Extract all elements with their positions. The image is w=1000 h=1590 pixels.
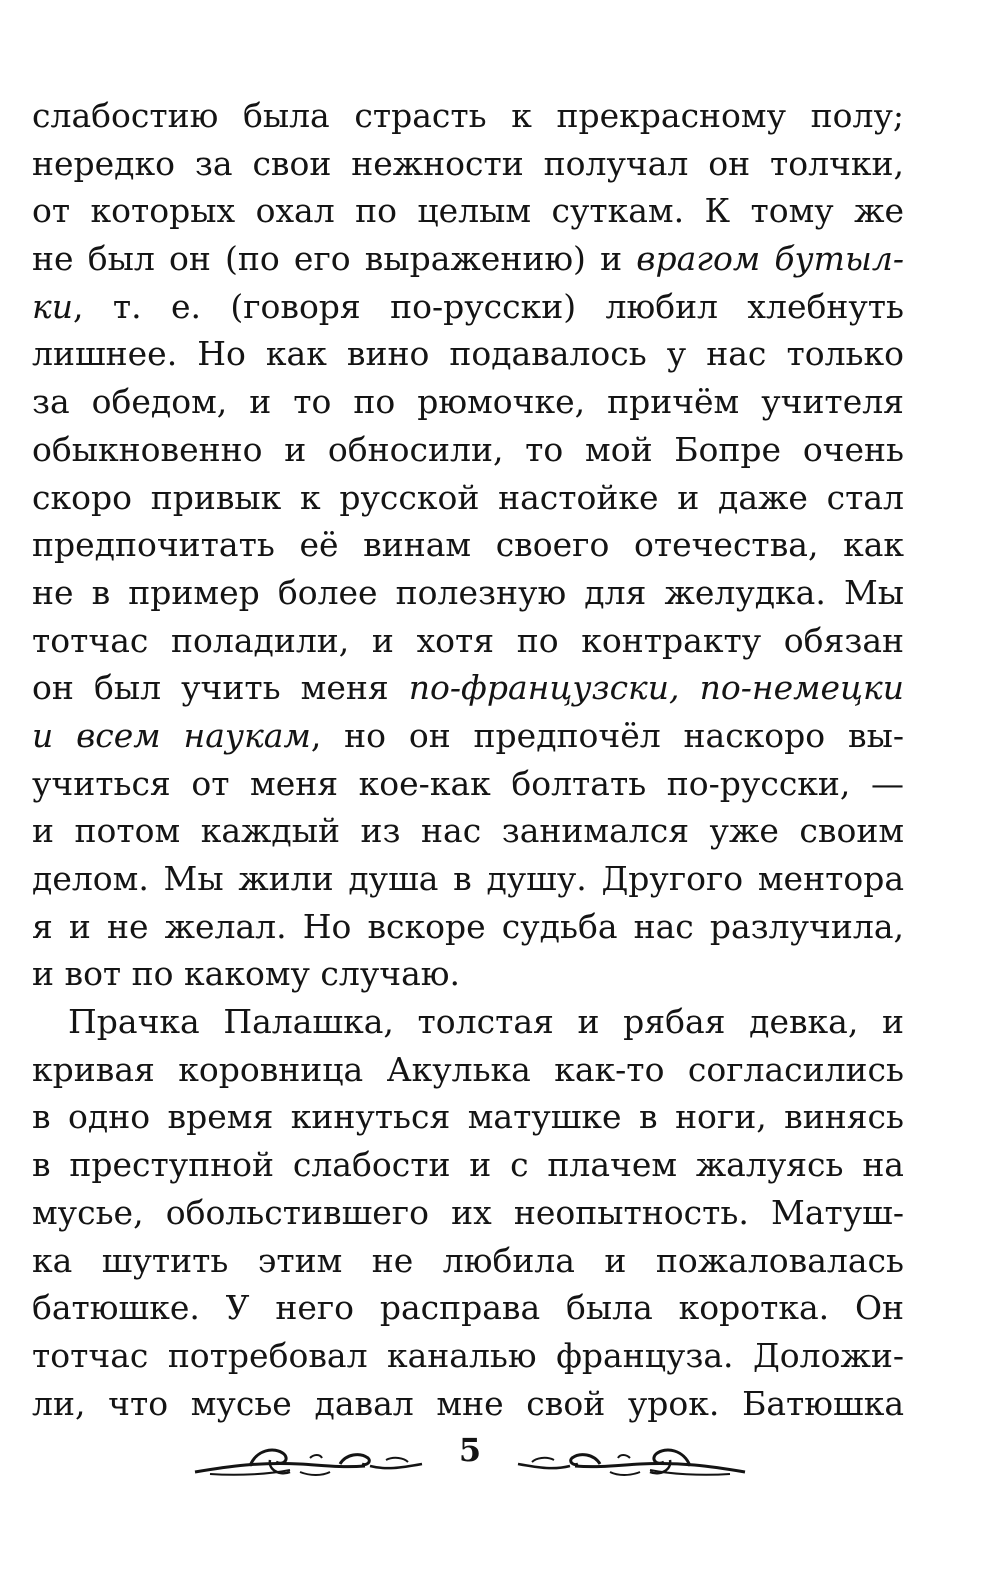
text-line [32, 950, 904, 998]
text-span: не был он (по его выражению) и [32, 239, 637, 279]
text-line [32, 712, 904, 760]
text-line [32, 1093, 904, 1141]
text-line [32, 330, 904, 378]
text-line [32, 1046, 904, 1094]
text-line [32, 1237, 904, 1285]
text-span: и вот по какому случаю. [32, 954, 460, 994]
text-span: от которых охал по целым суткам. К тому же [32, 191, 904, 231]
text-span: Прачка Палашка, толстая и рябая девка, и [68, 1002, 904, 1042]
text-span: скоро привык к русской настойке и даже стал [32, 477, 904, 517]
text-span: я и не желал. Но вскоре судьба нас разлучила, [32, 906, 904, 946]
text-line [32, 378, 904, 426]
text-span: делом. Мы жили душа в душу. Другого ментора [32, 859, 904, 898]
text-line [32, 1332, 904, 1380]
text-span: тотчас поладили, и хотя по контракту обязан [32, 620, 904, 660]
text-line [32, 187, 904, 235]
text-line [32, 569, 904, 617]
text-span: и потом каждый из нас занимался уже своим [32, 811, 904, 851]
text-line [32, 426, 904, 474]
text-span: ли, что мусье давал мне свой урок. Батюшка [32, 1383, 904, 1423]
text-line [32, 760, 904, 808]
text-line [32, 521, 904, 569]
text-line [32, 235, 904, 283]
text-line [32, 807, 904, 855]
text-span: нередко за свои нежности получал он толчки, [32, 143, 904, 183]
text-line [32, 998, 904, 1046]
text-span: тотчас потребовал каналью француза. Доложи- [32, 1335, 904, 1375]
right-flourish-ornament [500, 1436, 750, 1482]
text-span: учиться от меня кое-как болтать по-русски, — [32, 763, 904, 803]
text-span: , т. е. (говоря по-русски) любил хлебнуть [72, 286, 904, 326]
text-line [32, 1189, 904, 1237]
body-text [32, 92, 904, 1427]
page-number: 5 [458, 1431, 482, 1469]
text-span: слабостию была страсть к прекрасному полу; [32, 96, 904, 135]
italic-text-span: ки [32, 286, 73, 326]
text-line [32, 283, 904, 331]
text-span: лишнее. Но как вино подавалось у нас только [32, 334, 904, 374]
text-span: , но он предпочёл наскоро вы- [310, 715, 904, 755]
text-span: в одно время кинуться матушке в ноги, винясь [32, 1097, 904, 1137]
text-line [32, 1141, 904, 1189]
text-line [32, 664, 904, 712]
text-span: батюшке. У него расправа была коротка. Он [32, 1288, 904, 1328]
text-line [32, 1380, 904, 1428]
text-line [32, 474, 904, 522]
text-line [32, 140, 904, 188]
text-span: он был учить меня [32, 668, 409, 708]
text-span: в преступной слабости и с плачем жалуясь на [32, 1145, 904, 1185]
italic-text-span: врагом бутыл- [636, 239, 904, 279]
text-span: кривая коровница Акулька как-то согласились [32, 1049, 904, 1089]
text-span: ка шутить этим не любила и пожаловалась [32, 1240, 904, 1280]
italic-text-span: и всем наукам [32, 715, 311, 755]
text-span: обыкновенно и обносили, то мой Бопре очень [32, 429, 904, 469]
text-line [32, 617, 904, 665]
italic-text-span: по-французски, по-немецки [408, 668, 904, 708]
page-footer [190, 1428, 750, 1488]
text-span: за обедом, и то по рюмочке, причём учителя [32, 382, 904, 422]
text-span: мусье, обольстившего их неопытность. Матуш- [32, 1192, 904, 1232]
text-line [32, 903, 904, 951]
text-span: не в пример более полезную для желудка. Мы [32, 572, 904, 612]
text-line [32, 92, 904, 140]
text-line [32, 1284, 904, 1332]
text-span: предпочитать её винам своего отечества, как [32, 525, 904, 565]
text-line [32, 855, 904, 903]
